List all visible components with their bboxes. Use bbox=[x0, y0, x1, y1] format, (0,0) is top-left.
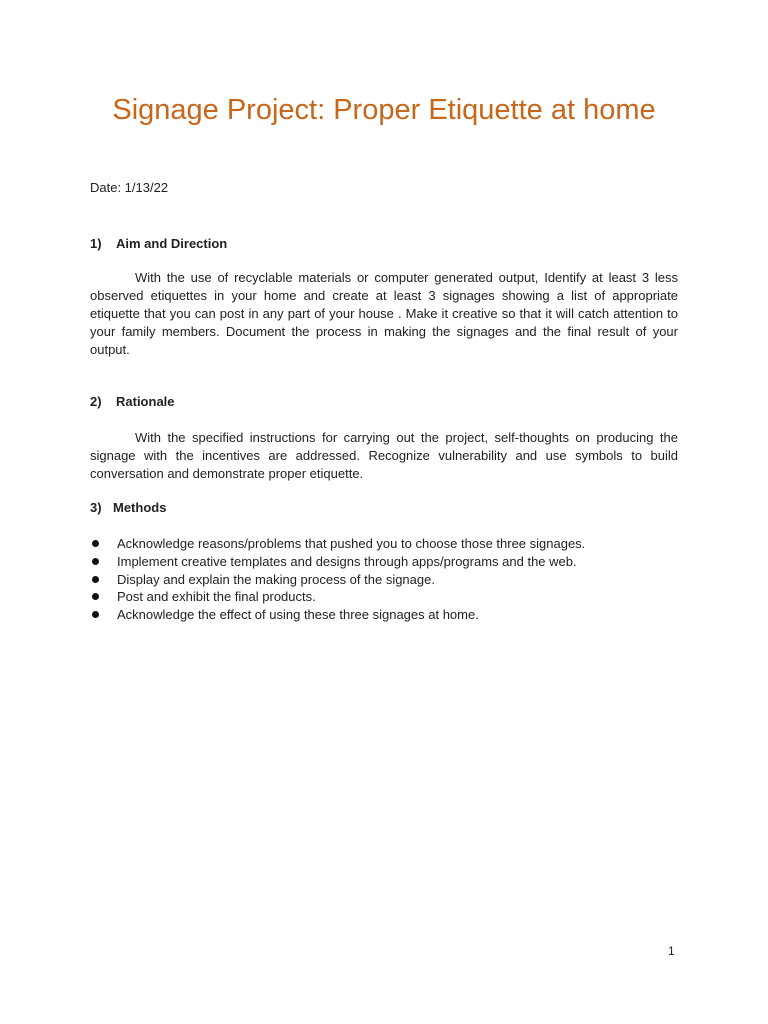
bullet-icon bbox=[92, 593, 99, 600]
section-number: 3) bbox=[90, 500, 102, 515]
list-item bbox=[90, 606, 678, 624]
section-heading-aim bbox=[90, 236, 227, 252]
section-title: Methods bbox=[113, 500, 167, 515]
bullet-icon bbox=[92, 611, 99, 618]
methods-bullet-list bbox=[90, 535, 678, 624]
section-title: Rationale bbox=[116, 394, 175, 409]
section-title: Aim and Direction bbox=[116, 236, 228, 251]
section-heading-methods bbox=[90, 500, 166, 516]
list-item-text: Acknowledge the effect of using these three signages at home. bbox=[117, 607, 479, 623]
list-item-text: Display and explain the making process of the signage. bbox=[117, 571, 435, 587]
section-body-rationale: With the specified instructions for carrying out the project, self-thoughts on producing the signage with the incentives are addressed. Recognize vulnerability and use symbols to build conversation and demonstrate proper etiquette. bbox=[90, 430, 678, 481]
list-item-text: Acknowledge reasons/problems that pushed you to choose those three signages. bbox=[117, 536, 586, 551]
list-item-text: Post and exhibit the final products. bbox=[117, 589, 316, 605]
document-date: Date: 1/13/22 bbox=[90, 180, 169, 195]
list-item bbox=[90, 535, 678, 553]
list-item bbox=[90, 571, 678, 589]
section-number: 1) bbox=[90, 236, 102, 251]
document-title: Signage Project: Proper Etiquette at home bbox=[112, 94, 656, 126]
bullet-icon bbox=[92, 558, 99, 565]
list-item-text: Implement creative templates and designs through apps/programs and the web. bbox=[117, 553, 577, 569]
bullet-icon bbox=[92, 576, 99, 583]
list-item bbox=[90, 553, 678, 571]
section-number: 2) bbox=[90, 394, 102, 409]
section-heading-rationale bbox=[90, 394, 175, 410]
list-item bbox=[90, 588, 678, 606]
section-body-aim: With the use of recyclable materials or computer generated output, Identify at least 3 less observed etiquettes in your home and create at least 3 signages showing a list of appropriate etiquette that you can post in any part of your house . Make it creative so that it will catch attention to your family members. Document the process in making the signages and the final result of your output. bbox=[90, 270, 678, 357]
page-number: 1 bbox=[668, 944, 675, 958]
bullet-icon bbox=[92, 540, 99, 547]
